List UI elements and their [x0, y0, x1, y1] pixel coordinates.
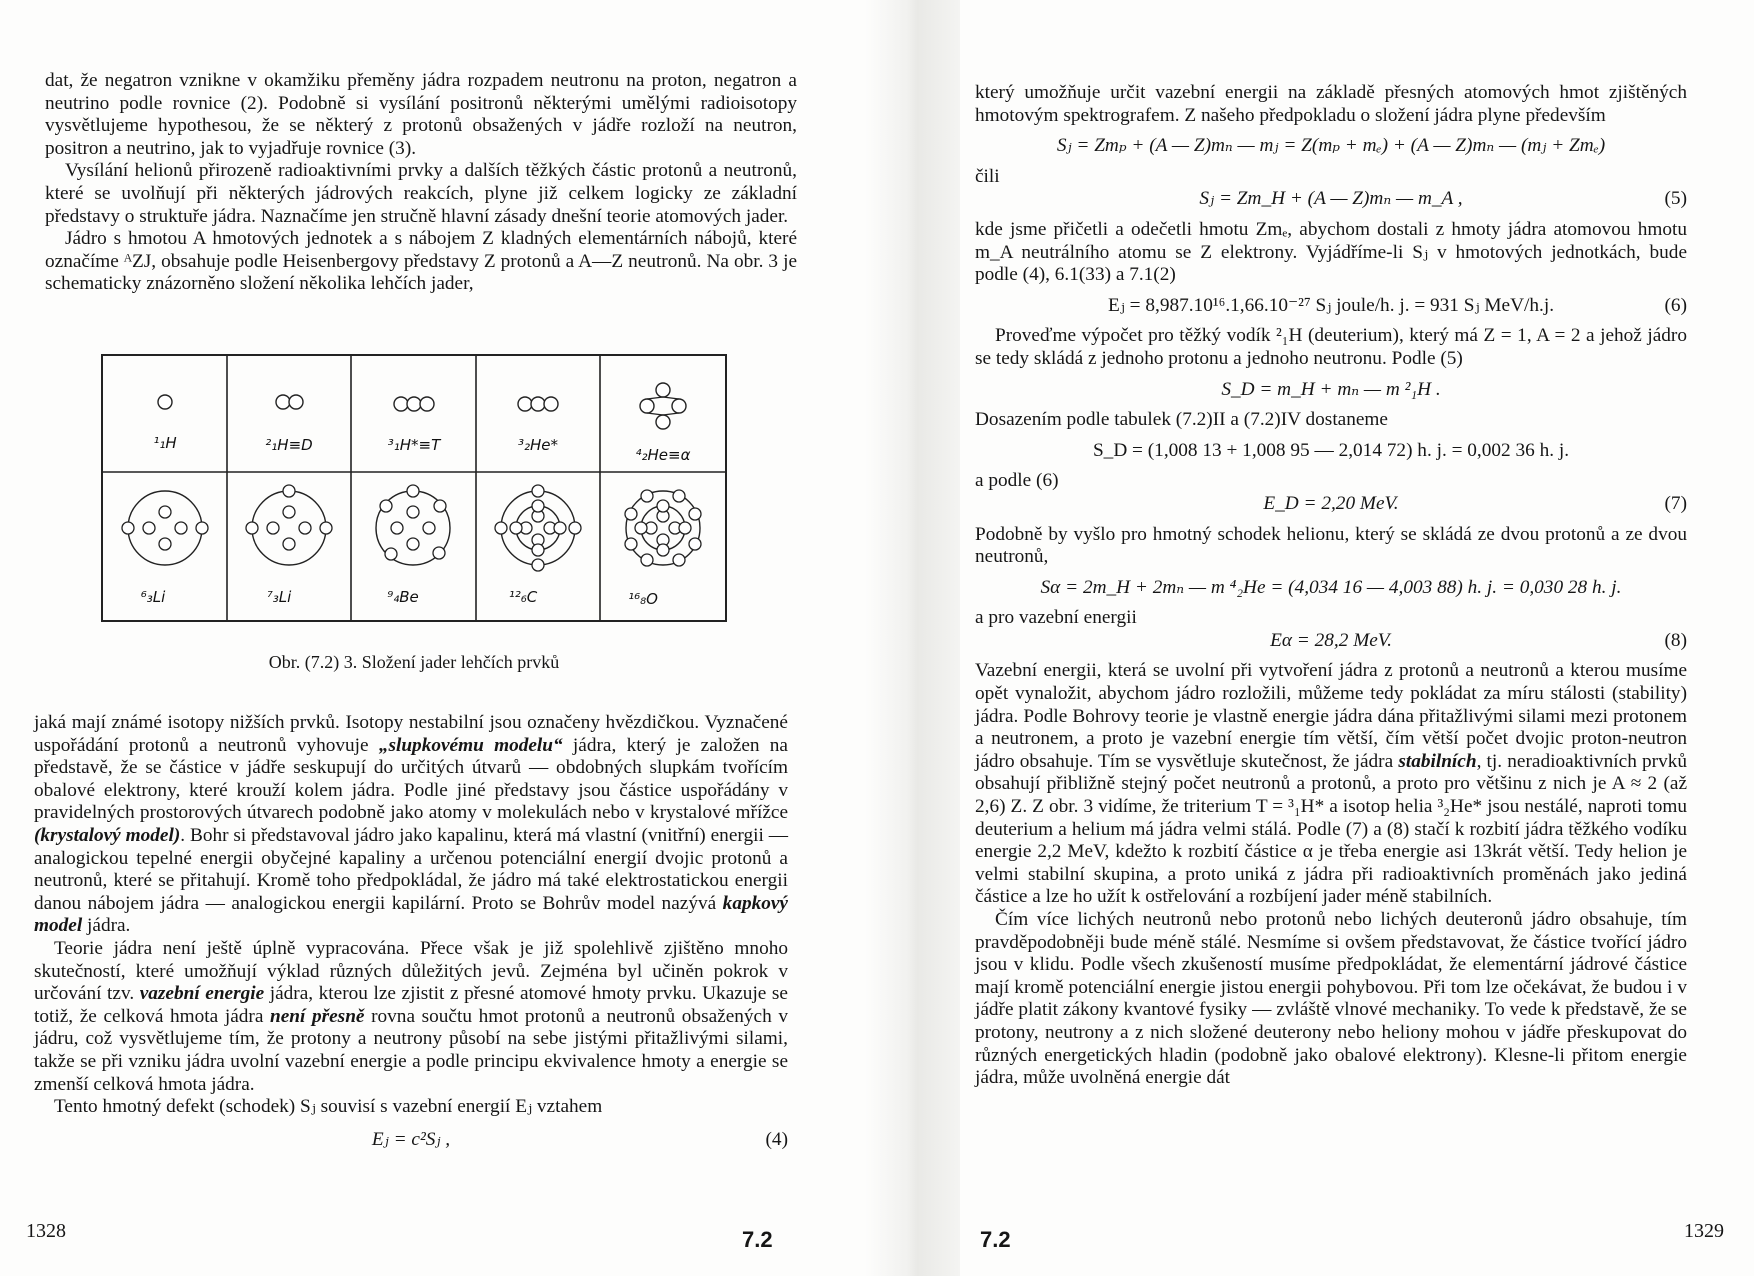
cili-text: čili: [975, 165, 1000, 187]
label-t: ³₁H*≡T: [387, 436, 441, 454]
podle-6-text: a podle (6): [975, 470, 1059, 492]
left-paragraph-6: Tento hmotný defekt (schodek) Sⱼ souvisí s vazební energií Eⱼ vztahem: [54, 1096, 603, 1118]
right-chapter-number: 7.2: [980, 1227, 1011, 1252]
right-paragraph-4: Dosazením podle tabulek (7.2)II a (7.2)IV dostaneme: [975, 409, 1388, 431]
equation-7: E_D = 2,20 MeV. (7): [1263, 492, 1687, 514]
left-page-number: 1328: [26, 1220, 66, 1242]
left-paragraph-2: Vysílání helionů přirozeně radioaktivními prvky a dalších těžkých částic protonů a neutronů, které se uvolňují při některých jádrových reakcích, plyne již celkem logicky ze základní představy o struktuře jádra. Naznačíme jen stručně hlavní zásady dnešní teorie atomových jader.: [45, 160, 797, 227]
equation-5: Sⱼ = Zm_H + (A — Z)mₙ — m_A , (5): [1199, 188, 1687, 210]
right-paragraph-2: kde jsme přičetli a odečetli hmotu Zmₑ, abychom dostali z hmoty jádra atomovou hmotu m_A neutrálního atomu se Z elektrony. Vyjádříme-li Sⱼ v hmotových jednotkách, bude podle (4), 6.1(33) a 7.1(2): [975, 218, 1687, 286]
nuclei-diagram: [103, 356, 725, 620]
equation-8: Eα = 28,2 MeV. (8): [1270, 629, 1687, 651]
right-page-number: 1329: [1684, 1220, 1724, 1242]
equation-salpha: Sα = 2m_H + 2mₙ — m ⁴₂He = (4,034 16 — 4,003 88) h. j. = 0,030 28 h. j.: [1040, 576, 1622, 598]
left-paragraph-3: Jádro s hmotou A hmotových jednotek a s nábojem Z kladných elementárních nábojů, které označíme ᴬZJ, obsahuje podle Heisenbergovy představy Z protonů a A—Z neutronů. Na obr. 3 je schematicky znázorněno složení několika lehčích jader,: [45, 228, 797, 295]
book-gutter: [865, 0, 960, 1276]
equation-sd-values: S_D = (1,008 13 + 1,008 95 — 2,014 72) h. j. = 0,002 36 h. j.: [1092, 439, 1570, 461]
left-paragraph-5: Teorie jádra není ještě úplně vypracována. Přece však je již spolehlivě zjištěno mnoho skutečností, které umožňují výklad různých důležitých jevů. Zejména byl učiněn pokrok v určování tzv. vazební energie jádra, kterou lze zjistit z přesné atomové hmoty prvku. Ukazuje se totiž, že celková hmota jádra není přesně rovna součtu hmot protonů a neutronů obsažených v jádru, což vysvětlujeme tím, že protony a neutrony působí na sebe jistými přitažlivými silami, takže se při vzniku jádra uvolní vazební energie a podle principu ekvivalence hmoty a energie se zmenší celková hmota jádra.: [34, 937, 788, 1095]
label-o16: ¹⁶₈O: [628, 590, 658, 608]
left-text-bottom: [34, 712, 788, 1159]
nuclei-figure: [101, 354, 727, 622]
pro-vazebni-text: a pro vazební energii: [975, 607, 1137, 629]
left-paragraph-1: dat, že negatron vznikne v okamžiku přeměny jádra rozpadem neutronu na proton, negatron a neutrino podle rovnice (2). Podobně si vysílání positronů některými umělými radioisotopy vysvětlujeme hypothesou, že se některý z protonů obsažených v jádře rozloží na neutron, positron a neutrino, jak to vyjadřuje rovnice (3).: [45, 70, 797, 159]
equation-sj: Sⱼ = Zmₚ + (A — Z)mₙ — mⱼ = Z(mₚ + mₑ) + (A — Z)mₙ — (mⱼ + Zmₑ): [1056, 135, 1606, 157]
label-be9: ⁹₄Be: [387, 588, 419, 606]
right-paragraph-5: Podobně by vyšlo pro hmotný schodek helionu, který se skládá ze dvou protonů a ze dvou neutronů,: [975, 523, 1687, 568]
left-page: [0, 0, 865, 1276]
left-paragraph-4: jaká mají známé isotopy nižších prvků. Isotopy nestabilní jsou označeny hvězdičkou. Vyznačené uspořádání protonů a neutronů vyhovuje „slupkovému modelu“ jádra, který je založen na představě, že se částice v jádře seskupují do určitých útvarů — obdobných slupkám tvořícím obalové elektrony, které krouží kolem jádra. Podle jiné představy jsou částice uspořádány v pravidelných prostorových útvarech podobně jako atomy v molekulách nebo v krystalové mřížce (krystalový model). Bohr si představoval jádro jako kapalinu, která má vlastní (vnitřní) energii — analogickou tepelné energii obyčejné kapaliny a určenou potenciální energií dvojic protonů a neutronů, které se přitahují. Kromě toho předpokládal, že jádro má také elektrostatickou energii danou nábojem jádra — analogickou energii kapilární. Proto se Bohrův model nazývá kapkový model jádra.: [34, 712, 788, 937]
right-paragraph-7: Čím více lichých neutronů nebo protonů nebo lichých deuteronů jádro obsahuje, tím pravděpodobněji bude méně stálé. Nesmíme si ovšem představovat, že částice tvořící jádro jsou v klidu. Podle všech zkušeností musíme předpokládat, že elementární jádrové částice mají kromě potenciální energie jistou energii pohybovou. Při tom lze očekávat, že budou i v jádře platit zákony kvantové fysiky — zvláště vlnové mechaniky. To vede k představě, že se protony, neutrony a z nich složené deuterony nebo heliony mohou v jádře přeskupovat do různých energetických hladin (podobně jako obalové elektrony). Klesne-li přitom energie jádra, může uvolněná energie dát: [975, 909, 1687, 1089]
equation-4: Eⱼ = c²Sⱼ , (4): [371, 1128, 788, 1150]
label-d: ²₁H≡D: [265, 436, 313, 454]
label-li6: ⁶₃Li: [140, 588, 166, 606]
equation-6: Eⱼ = 8,987.10¹⁶.1,66.10⁻²⁷ Sⱼ joule/h. j. = 931 Sⱼ MeV/h.j. (6): [1107, 294, 1687, 316]
right-text: [975, 82, 1687, 1090]
equation-sd: S_D = m_H + mₙ — m ²₁H .: [1221, 378, 1441, 400]
label-he3: ³₂He*: [517, 436, 559, 454]
left-chapter-number: 7.2: [742, 1227, 773, 1252]
label-alpha: ⁴₂He≡α: [635, 446, 691, 464]
right-paragraph-6: Vazební energii, která se uvolní při vytvoření jádra z protonů a neutronů a kterou musíme opět vynaložit, abychom jádro rozložili, můžeme tedy pokládat za míru stálosti (stability) jádra. Podle Bohrovy teorie je vlastně energie jádra dána přitažlivými silami mezi protonem a neutronem, a proto je vazební energie tím větší, čím větší počet dvojic proton-neutron jádro obsahuje. Tím se vysvětluje skutečnost, že jádra stabilních, tj. neradioaktivních prvků obsahují přibližně stejný počet neutronů a protonů, a proto pro většinu z nich je A ≈ 2 (až 2,6) Z. Z obr. 3 vidíme, že triterium T = ³₁H* a isotop helia ³₂He* jsou nestálé, naproti tomu deuterium a helium má jádra velmi stálá. Podle (7) a (8) stačí k rozbití jádra těžkého vodíku energie 2,2 MeV, kdežto k rozbití částice α je třeba energie asi 13krát větší. Tedy helion je velmi stabilní skupina, a proto uniká z jádra při radioaktivních proměnách jako jediná částice a lze ho užít k ostřelování a rozbíjení jader méně stabilních.: [975, 660, 1687, 908]
right-paragraph-1: který umožňuje určit vazební energii na základě přesných atomových hmot zjištěných hmotovým spektrografem. Z našeho předpokladu o složení jádra plyne především: [975, 82, 1687, 126]
right-paragraph-3: Proveďme výpočet pro těžký vodík ²₁H (deuterium), který má Z = 1, A = 2 a jehož jádro se tedy skládá z jednoho protonu a jednoho neutronu. Podle (5): [975, 325, 1687, 369]
right-page: [960, 0, 1754, 1276]
label-c12: ¹²₆C: [508, 588, 538, 606]
label-li7: ⁷₃Li: [266, 588, 292, 606]
left-text-top: [45, 70, 797, 296]
figure-caption: Obr. (7.2) 3. Složení jader lehčích prvků: [268, 652, 560, 672]
label-h1: ¹₁H: [153, 434, 177, 452]
